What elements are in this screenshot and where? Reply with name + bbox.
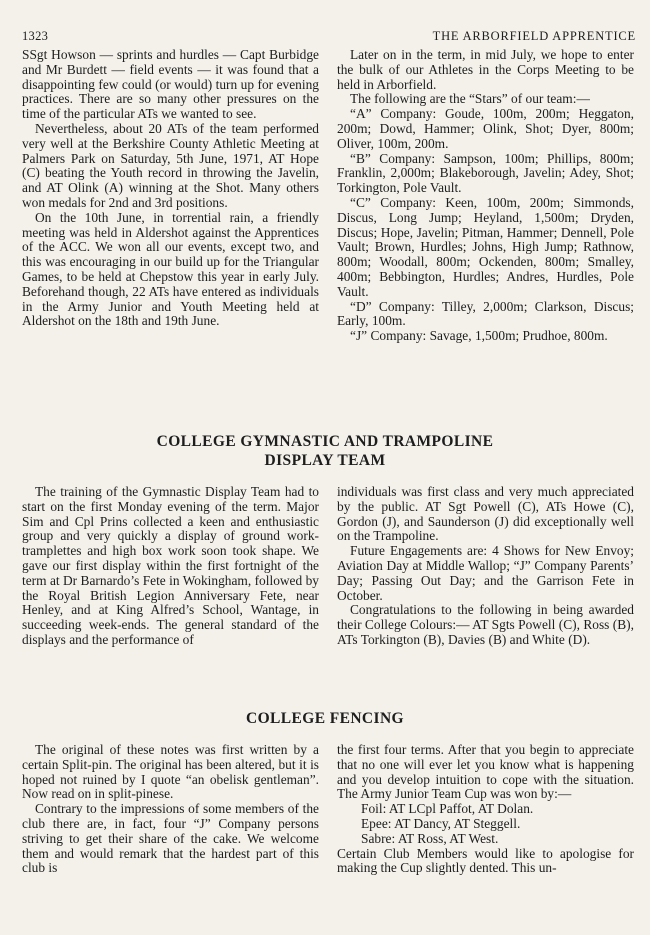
- paragraph: individuals was first class and very much appreciated by the public. AT Sgt Powell (C), ATs Howe (C), Gordon (J), and Saunderson (J) did exceptionally well on the Trampoline.: [337, 484, 634, 544]
- paragraph: SSgt Howson — sprints and hurdles — Capt Burbidge and Mr Burdett — field events — it was found that a disappointing few could (or would) turn up for evening practices. There are so many other pressures on the time of the particular ATs we wanted to see.: [22, 47, 319, 122]
- list-item: Epee: AT Dancy, AT Steggell.: [361, 815, 521, 831]
- paragraph: the first four terms. After that you begin to appreciate that no one will ever let you know what is happening and you develop intuition to cope with the situation. The Army Junior Team Cup was won by:—: [337, 742, 634, 802]
- gymnastic-heading: [0, 432, 650, 470]
- paragraph: Congratulations to the following in being awarded their College Colours:— AT Sgts Powell (C), Ross (B), ATs Torkington (B), Davies (B) and White (D).: [337, 602, 634, 647]
- paragraph: “B” Company: Sampson, 100m; Phillips, 800m; Franklin, 2,000m; Blakeborough, Javelin; Adey, Shot; Torkington, Pole Vault.: [337, 150, 634, 196]
- page-header: [22, 29, 636, 44]
- paragraph: “C” Company: Keen, 100m, 200m; Simmonds, Discus, Long Jump; Heyland, 1,500m; Dryden, Discus; Hope, Javelin; Pitman, Hammer; Dennell, Pole Vault; Brown, Hurdles; Johns, High Jump; Rathnow, 800m; Woodall, 800m; Ockenden, 800m; Smalley, 400m; Bebbington, Hurdles; Andres, Hurdles, Pole Vault.: [337, 194, 634, 299]
- heading-line: COLLEGE FENCING: [245, 710, 404, 727]
- paragraph: On the 10th June, in torrential rain, a friendly meeting was held in Aldershot against the Apprentices of the ACC. We won all our events, except two, and this was encouraging in our build up for the Triangular Games, to be held at Chepstow this year in early July. Beforehand though, 22 ATs have entered as individuals in the Army Junior and Youth Meeting held at Aldershot on the 18th and 19th June.: [22, 209, 319, 329]
- paragraph: Later on in the term, in mid July, we hope to enter the bulk of our Athletes in the Corps Meeting to be held in Arborfield.: [337, 47, 634, 92]
- paragraph: The training of the Gymnastic Display Team had to start on the first Monday evening of the term. Major Sim and Cpl Prins collected a keen and enthusiastic group and very quickly a display of ground work-tramplettes and high box work soon took shape. We gave our first display within the first fortnight of the term at Dr Barnardo’s Fete in Wokingham, followed by the Royal British Legion Anniversary Fete, near Henley, and at King Alfred’s School, Wantage, in succeeding week-ends. The general standard of the displays and the performance of: [22, 484, 319, 647]
- athletics-left-column: [22, 48, 319, 329]
- fencing-left-column: [22, 743, 319, 876]
- paragraph: Nevertheless, about 20 ATs of the team performed very well at the Berkshire County Athletic Meeting at Palmers Park on Saturday, 5th June, 1971, AT Hope (C) beating the Youth record in throwing the Javelin, and AT Olink (A) winning at the Shot. Many others won medals for 2nd and 3rd positions.: [22, 120, 319, 210]
- paragraph: The original of these notes was first written by a certain Split-pin. The original has been altered, but it is hoped not ruined by I quote “an obelisk gentleman”. Now read on in split-pinese.: [22, 742, 319, 802]
- paragraph: “D” Company: Tilley, 2,000m; Clarkson, Discus; Early, 100m.: [337, 298, 634, 329]
- paragraph: “A” Company: Goude, 100m, 200m; Heggaton, 200m; Dowd, Hammer; Olink, Shot; Dyer, 800m; Oliver, 100m, 200m.: [337, 106, 634, 151]
- gymnastic-right-column: [337, 485, 634, 648]
- gymnastic-left-column: [22, 485, 319, 648]
- page-number: 1323: [22, 29, 49, 43]
- list-item: Sabre: AT Ross, AT West.: [361, 830, 499, 846]
- fencing-right-column: [337, 743, 634, 876]
- fencing-heading: [0, 709, 650, 728]
- heading-line: COLLEGE GYMNASTIC AND TRAMPOLINE: [156, 433, 494, 450]
- heading-line: DISPLAY TEAM: [264, 452, 386, 469]
- paragraph: Certain Club Members would like to apologise for making the Cup slightly dented. This un-: [337, 845, 634, 876]
- paragraph: The following are the “Stars” of our team:—: [350, 91, 590, 107]
- list-item: Foil: AT LCpl Paffot, AT Dolan.: [361, 801, 534, 817]
- paragraph: Future Engagements are: 4 Shows for New Envoy; Aviation Day at Middle Wallop; “J” Company Parents’ Day; Passing Out Day; and the Garrison Fete in October.: [337, 543, 634, 603]
- paragraph: “J” Company: Savage, 1,500m; Prudhoe, 800m.: [350, 328, 608, 344]
- athletics-right-column: [337, 48, 634, 344]
- running-title: THE ARBORFIELD APPRENTICE: [432, 29, 636, 43]
- paragraph: Contrary to the impressions of some members of the club there are, in fact, four “J” Company persons striving to get their share of the cake. We welcome them and would remark that the hardest part of this club is: [22, 801, 319, 876]
